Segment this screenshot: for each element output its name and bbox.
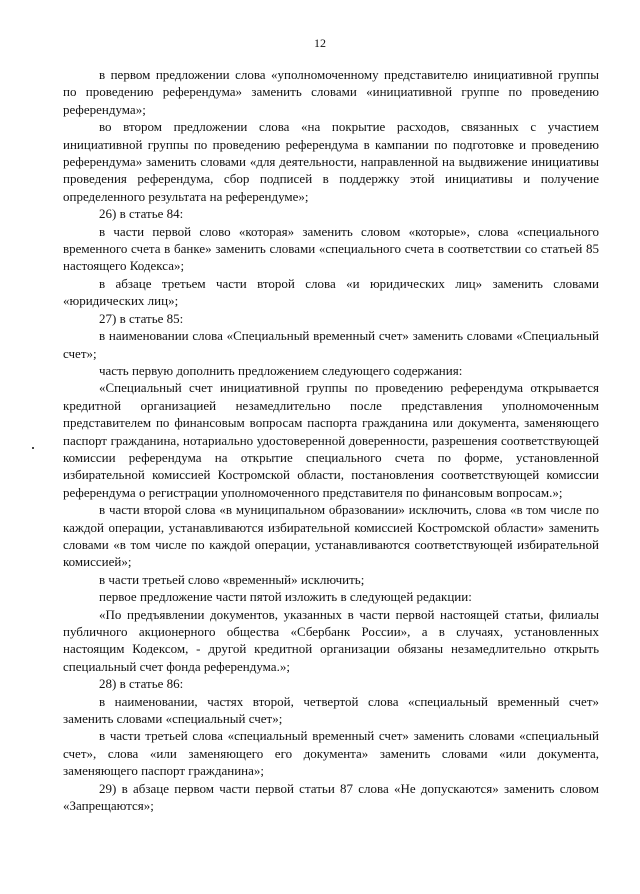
scan-speck [32,447,34,449]
page-number: 12 [314,36,326,50]
document-body [63,66,599,814]
paragraph: 29) в абзаце первом части первой статьи 87 слова «Не допускаются» заменить словом «Запрещаются»; [63,780,599,814]
paragraph: 28) в статье 86: [99,676,184,692]
paragraph: в части третьей слово «временный» исключить; [99,571,365,587]
paragraph: первое предложение части пятой изложить в следующей редакции: [99,589,472,605]
paragraph: часть первую дополнить предложением следующего содержания: [99,362,463,378]
paragraph: в части второй слова «в муниципальном образовании» исключить, слова «в том числе по каждой операции, устанавливаются избирательной комиссией Костромской области» заменить словами «в том числе по каждой операции, устанавливаются соответствующей избирательной комиссией»; [63,502,599,570]
paragraph: в наименовании, частях второй, четвертой слова «специальный временный счет» заменить словами «специальный счет»; [63,693,599,727]
paragraph: в первом предложении слова «уполномоченному представителю инициативной группы по проведению референдума» заменить словами «инициативной группе по проведению референдума»; [63,67,599,117]
paragraph: «По предъявлении документов, указанных в части первой настоящей статьи, филиалы публичного акционерного общества «Сбербанк России», а в случаях, установленных настоящим Кодексом, - другой кредитной организации обязаны незамедлительно открыть специальный счет фонда референдума.»; [63,606,599,674]
paragraph: «Специальный счет инициативной группы по проведению референдума открывается кредитной организацией незамедлительно после представления уполномоченным представителем по финансовым вопросам паспорта гражданина или документа, заменяющего паспорт гражданина, нотариально удостоверенной доверенности, разрешения соответствующей комиссии референдума на открытие специального счета по форме, установленной избирательной комиссией Костромской области, постановления соответствующей комиссии референдума о регистрации уполномоченного представителя по финансовым вопросам.»; [63,380,599,500]
paragraph: 26) в статье 84: [99,206,184,222]
paragraph: в части третьей слова «специальный временный счет» заменить словами «специальный счет», слова «или заменяющего его документа» заменить словами «или документа, заменяющего паспорт гражданина»; [63,728,599,779]
paragraph: в абзаце третьем части второй слова «и юридических лиц» заменить словами «юридических лиц»; [63,275,599,309]
paragraph: в части первой слово «которая» заменить словом «которые», слова «специального временного счета в банке» заменить словами «специального счета в соответствии со статьей 85 настоящего Кодекса»; [63,223,599,274]
paragraph: в наименовании слова «Специальный временный счет» заменить словами «Специальный счет»; [63,328,599,361]
paragraph: 27) в статье 85: [99,310,184,326]
paragraph: во втором предложении слова «на покрытие расходов, связанных с участием инициативной группы по проведению референдума в кампании по подготовке и проведению референдума» заменить словами «для деятельности, направленной на выдвижение инициативы проведения референдума, сбор подписей в поддержку этой инициативы и получение определенного результата на референдуме»; [63,119,599,204]
